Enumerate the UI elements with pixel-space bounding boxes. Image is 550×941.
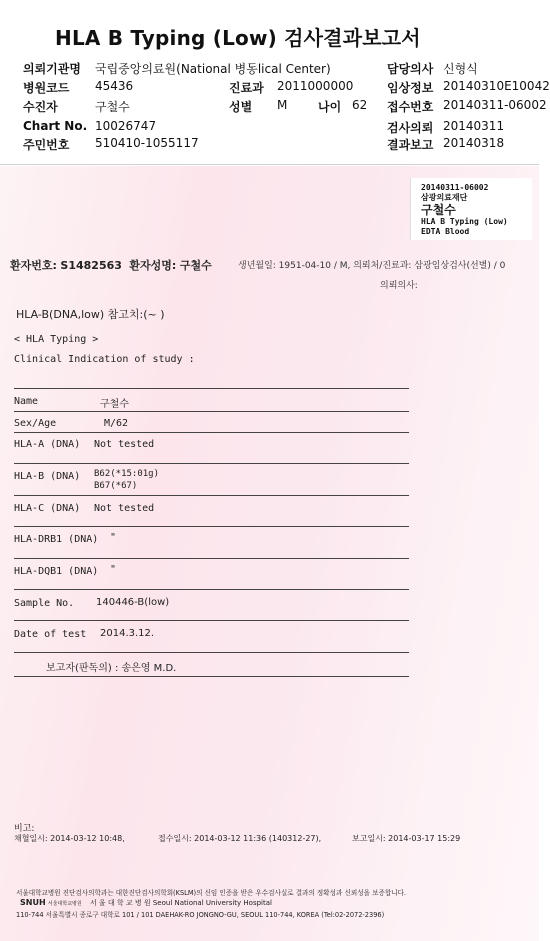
rule-row	[14, 558, 409, 559]
row-label-sample-no: Sample No.	[14, 598, 75, 609]
rule-row	[14, 411, 409, 412]
row-value-name: 구철수	[100, 399, 129, 410]
header-label-age: 나이	[318, 100, 342, 114]
header-value-chart-no: 10026747	[95, 119, 157, 133]
header-value-doctor: 신형식	[443, 62, 478, 76]
header-label-doctor: 담당의사	[387, 62, 434, 76]
header-value-sex: M	[277, 98, 288, 112]
specimen-label-sticker	[410, 178, 532, 240]
header-value-clinical-info: 20140310E10042	[443, 79, 550, 93]
sticker-specimen: EDTA Blood	[421, 227, 470, 236]
rule-top	[14, 388, 409, 389]
rule-row	[14, 432, 409, 433]
rule-row	[14, 620, 409, 621]
sticker-patient-name: 구철수	[421, 203, 456, 217]
row-label-date-of-test: Date of test	[14, 629, 87, 640]
reported-time: 보고일시: 2014-03-17 15:29	[352, 834, 461, 843]
header-label-resident-no: 주민번호	[23, 138, 70, 152]
row-label-hla-drb1: HLA-DRB1 (DNA)	[14, 534, 99, 545]
row-value-hla-a: Not tested	[94, 439, 155, 450]
header-divider	[0, 164, 539, 165]
header-value-resident-no: 510410-1055117	[95, 136, 199, 150]
row-value-sample-no: 140446-B(low)	[96, 597, 170, 608]
collection-time: 채혈일시: 2014-03-12 10:48,	[14, 834, 125, 843]
rule-bottom	[14, 676, 409, 677]
reporter-line: 보고자(판독의) : 송은영 M.D.	[46, 663, 177, 674]
rule-row	[14, 652, 409, 653]
hospital-address: 110-744 서울특별시 종로구 대학로 101 / 101 DAEHAK-RO JONGNO-GU, SEOUL 110-744, KOREA (Tel:02-2072-2396)	[16, 911, 385, 919]
row-value-hla-c: Not tested	[94, 503, 155, 514]
header-value-accession: 20140311-06002	[443, 98, 547, 112]
sticker-test: HLA B Typing (Low)	[421, 217, 508, 226]
snuh-logo: SNUH	[20, 898, 46, 907]
header-label-institution: 의뢰기관명	[23, 62, 81, 76]
sticker-accession: 20140311-06002	[421, 183, 489, 192]
sticker-lab: 삼광의료재단	[421, 193, 468, 202]
header-label-accession: 접수번호	[387, 100, 434, 114]
header-label-sex: 성별	[229, 100, 253, 114]
clinical-indication: Clinical Indication of study :	[14, 354, 195, 365]
row-value-hla-b-2: B67(*67)	[94, 481, 138, 491]
page-title: HLA B Typing (Low) 검사결과보고서	[55, 26, 421, 50]
row-label-hla-a: HLA-A (DNA)	[14, 439, 81, 450]
header-label-department: 진료과	[229, 81, 264, 95]
snuh-logo-small: 서울대학교병원	[47, 901, 82, 907]
row-label-sex-age: Sex/Age	[14, 418, 57, 429]
row-label-hla-dqb1: HLA-DQB1 (DNA)	[14, 566, 99, 577]
row-label-hla-b: HLA-B (DNA)	[14, 471, 81, 482]
row-value-hla-dqb1: "	[110, 564, 117, 575]
row-label-name: Name	[14, 396, 39, 407]
section-heading-hla-typing: < HLA Typing >	[14, 334, 99, 345]
rule-row	[14, 463, 409, 464]
remarks-label: 비고:	[14, 824, 35, 834]
rule-row	[14, 589, 409, 590]
header-label-request-date: 검사의뢰	[387, 121, 434, 135]
rule-row	[14, 526, 409, 527]
header-value-report-date: 20140318	[443, 136, 505, 150]
row-value-sex-age: M/62	[104, 418, 129, 429]
certification-statement: 서울대학교병원 진단검사의학과는 대한진단검사의학회(KSLM)의 신임 인증을 받은 우수검사실로 결과의 정확성과 신뢰성을 보증합니다.	[16, 889, 407, 897]
header-label-patient: 수진자	[23, 100, 58, 114]
header-value-department: 2011000000	[277, 79, 354, 93]
header-label-clinical-info: 임상정보	[387, 81, 434, 95]
header-value-request-date: 20140311	[443, 119, 505, 133]
header-label-report-date: 결과보고	[387, 138, 434, 152]
reference-range-title: HLA-B(DNA,low) 참고치:(~ )	[16, 308, 165, 321]
requesting-doctor-label: 의뢰의사:	[380, 281, 418, 291]
row-value-hla-b-1: B62(*15:01g)	[94, 469, 160, 479]
report-header	[0, 0, 550, 166]
header-label-chart-no: Chart No.	[23, 119, 88, 133]
header-label-hospital-code: 병원코드	[23, 81, 70, 95]
patient-info-line: 환자번호: S1482563 환자성명: 구철수	[10, 259, 212, 272]
hospital-name: 서 울 대 학 교 병 원 Seoul National University Hospital	[89, 899, 272, 907]
received-time: 접수일시: 2014-03-12 11:36 (140312-27),	[158, 834, 322, 843]
scanned-report	[0, 166, 539, 941]
row-value-date-of-test: 2014.3.12.	[100, 628, 155, 639]
row-value-hla-drb1: "	[110, 532, 117, 543]
header-value-patient: 구철수	[95, 100, 130, 114]
header-value-institution: 국립중앙의료원(National 병동lical Center)	[95, 62, 331, 76]
header-value-hospital-code: 45436	[95, 79, 134, 93]
hospital-logo-line	[20, 898, 272, 908]
header-value-age: 62	[352, 98, 368, 112]
rule-row	[14, 495, 409, 496]
patient-info-details: 생년월일: 1951-04-10 / M, 의뢰처/진료과: 삼광임상검사(선별) / 0	[238, 261, 506, 271]
row-label-hla-c: HLA-C (DNA)	[14, 503, 81, 514]
